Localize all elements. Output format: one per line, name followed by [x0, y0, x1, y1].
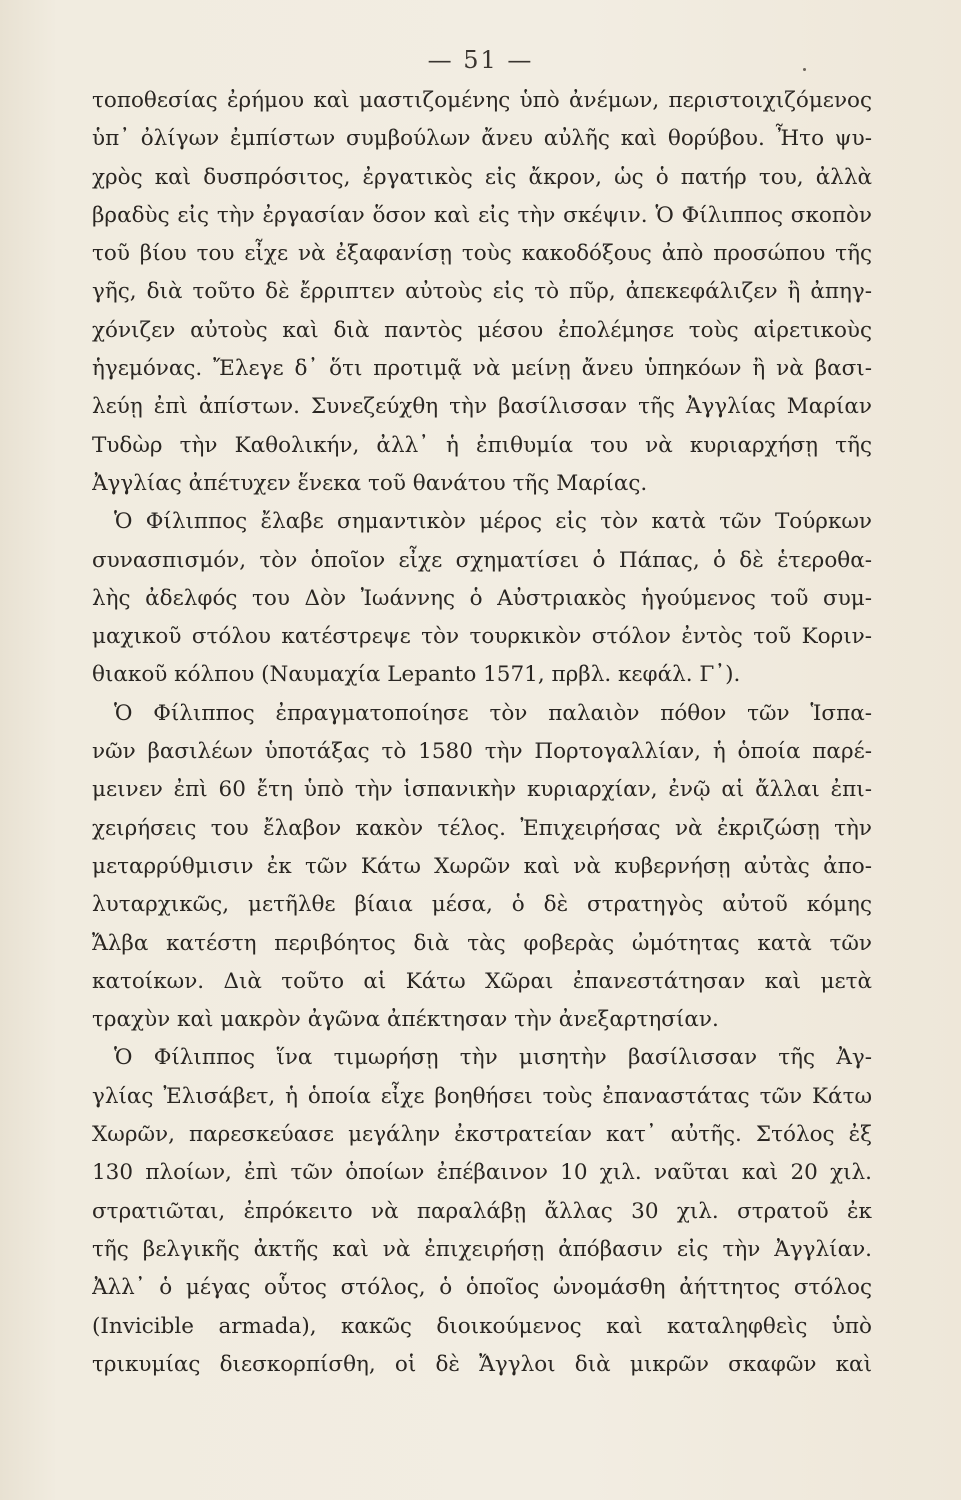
text-line: γλίας Ἐλισάβετ, ἡ ὁποία εἶχε βοηθήσει τοὺς ἐπαναστάτας τῶν Κάτω: [92, 1083, 872, 1109]
text-line: Ὁ Φίλιππος ἵνα τιμωρήσῃ τὴν μισητὴν βασίλισσαν τῆς Ἀγ-: [114, 1045, 872, 1071]
text-line: Ὁ Φίλιππος ἔλαβε σημαντικὸν μέρος εἰς τὸν κατὰ τῶν Τούρκων: [114, 509, 872, 535]
text-line: Τυδὼρ τὴν Καθολικήν, ἀλλ᾽ ἡ ἐπιθυμία του νὰ κυριαρχήσῃ τῆς: [92, 432, 872, 458]
text-line: λὴς ἀδελφός του Δὸν Ἰωάννης ὁ Αὐστριακὸς ἡγούμενος τοῦ συμ-: [92, 585, 872, 611]
body-text: [92, 82, 872, 1384]
text-line: βραδὺς εἰς τὴν ἐργασίαν ὅσον καὶ εἰς τὴν σκέψιν. Ὁ Φίλιππος σκοπὸν: [92, 202, 872, 228]
text-line: συνασπισμόν, τὸν ὁποῖον εἶχε σχηματίσει ὁ Πάπας, ὁ δὲ ἑτεροθα-: [92, 547, 872, 573]
text-line: στρατιῶται, ἐπρόκειτο νὰ παραλάβῃ ἄλλας 30 χιλ. στρατοῦ ἐκ: [92, 1198, 872, 1224]
text-line: (Invicible armada), κακῶς διοικούμενος καὶ καταληφθεὶς ὑπὸ: [92, 1313, 872, 1339]
text-line: λυταρχικῶς, μετῆλθε βίαια μέσα, ὁ δὲ στρατηγὸς αὐτοῦ κόμης: [92, 892, 872, 918]
text-line: Ἀγγλίας ἀπέτυχεν ἕνεκα τοῦ θανάτου τῆς Μαρίας.: [92, 470, 648, 496]
text-line: μαχικοῦ στόλου κατέστρεψε τὸν τουρκικὸν στόλον ἐντὸς τοῦ Κοριν-: [92, 624, 872, 650]
text-line: λεύῃ ἐπὶ ἀπίστων. Συνεζεύχθη τὴν βασίλισσαν τῆς Ἀγγλίας Μαρίαν: [92, 394, 872, 420]
text-line: τοποθεσίας ἐρήμου καὶ μαστιζομένης ὑπὸ ἀνέμων, περιστοιχιζόμενος: [92, 88, 872, 113]
text-line: χειρήσεις του ἔλαβον κακὸν τέλος. Ἐπιχειρήσας νὰ ἐκριζώσῃ τὴν: [92, 815, 872, 841]
text-line: τοῦ βίου του εἶχε νὰ ἐξαφανίσῃ τοὺς κακοδόξους ἀπὸ προσώπου τῆς: [92, 241, 872, 267]
text-line: Χωρῶν, παρεσκεύασε μεγάλην ἐκστρατείαν κατ᾽ αὐτῆς. Στόλος ἐξ: [92, 1122, 872, 1148]
text-line: τρικυμίας διεσκορπίσθη, οἱ δὲ Ἄγγλοι διὰ μικρῶν σκαφῶν καὶ: [92, 1351, 872, 1377]
text-line: ὑπ᾽ ὀλίγων ἐμπίστων συμβούλων ἄνευ αὐλῆς καὶ θορύβου. Ἦτο ψυ-: [92, 126, 872, 152]
text-line: τραχὺν καὶ μακρὸν ἀγῶνα ἀπέκτησαν τὴν ἀνεξαρτησίαν.: [92, 1007, 719, 1033]
text-line: μεταρρύθμισιν ἐκ τῶν Κάτω Χωρῶν καὶ νὰ κυβερνήσῃ αὐτὰς ἀπο-: [92, 853, 872, 879]
page-number: — 51 —: [427, 46, 534, 74]
text-line: χόνιζεν αὐτοὺς καὶ διὰ παντὸς μέσου ἐπολέμησε τοὺς αἱρετικοὺς: [92, 317, 872, 343]
text-line: ἡγεμόνας. Ἔλεγε δ᾽ ὅτι προτιμᾷ νὰ μείνῃ ἄνευ ὑπηκόων ἢ νὰ βασι-: [92, 356, 872, 382]
text-line: θιακοῦ κόλπου (Ναυμαχία Lepanto 1571, πρβλ. κεφάλ. Γ᾽).: [92, 662, 741, 688]
text-line: κατοίκων. Διὰ τοῦτο αἱ Κάτω Χῶραι ἐπανεστάτησαν καὶ μετὰ: [92, 968, 872, 994]
text-line: μεινεν ἐπὶ 60 ἔτη ὑπὸ τὴν ἱσπανικὴν κυριαρχίαν, ἐνῷ αἱ ἄλλαι ἐπι-: [92, 777, 872, 803]
text-line: νῶν βασιλέων ὑποτάξας τὸ 1580 τὴν Πορτογαλλίαν, ἡ ὁποία παρέ-: [92, 739, 872, 765]
text-line: Ὁ Φίλιππος ἐπραγματοποίησε τὸν παλαιὸν πόθον τῶν Ἱσπα-: [114, 700, 872, 726]
text-line: 130 πλοίων, ἐπὶ τῶν ὁποίων ἐπέβαινον 10 χιλ. ναῦται καὶ 20 χιλ.: [92, 1160, 872, 1186]
text-line: χρὸς καὶ δυσπρόσιτος, ἐργατικὸς εἰς ἄκρον, ὡς ὁ πατήρ του, ἀλλὰ: [92, 164, 872, 190]
text-line: τῆς βελγικῆς ἀκτῆς καὶ νὰ ἐπιχειρήσῃ ἀπόβασιν εἰς τὴν Ἀγγλίαν.: [92, 1236, 872, 1262]
text-line: Ἀλλ᾽ ὁ μέγας οὗτος στόλος, ὁ ὁποῖος ὠνομάσθη ἀήττητος στόλος: [92, 1275, 872, 1301]
text-line: Ἄλβα κατέστη περιβόητος διὰ τὰς φοβερὰς ὠμότητας κατὰ τῶν: [92, 930, 872, 956]
text-line: γῆς, διὰ τοῦτο δὲ ἔρριπτεν αὐτοὺς εἰς τὸ πῦρ, ἀπεκεφάλιζεν ἢ ἀπηγ-: [92, 279, 872, 305]
